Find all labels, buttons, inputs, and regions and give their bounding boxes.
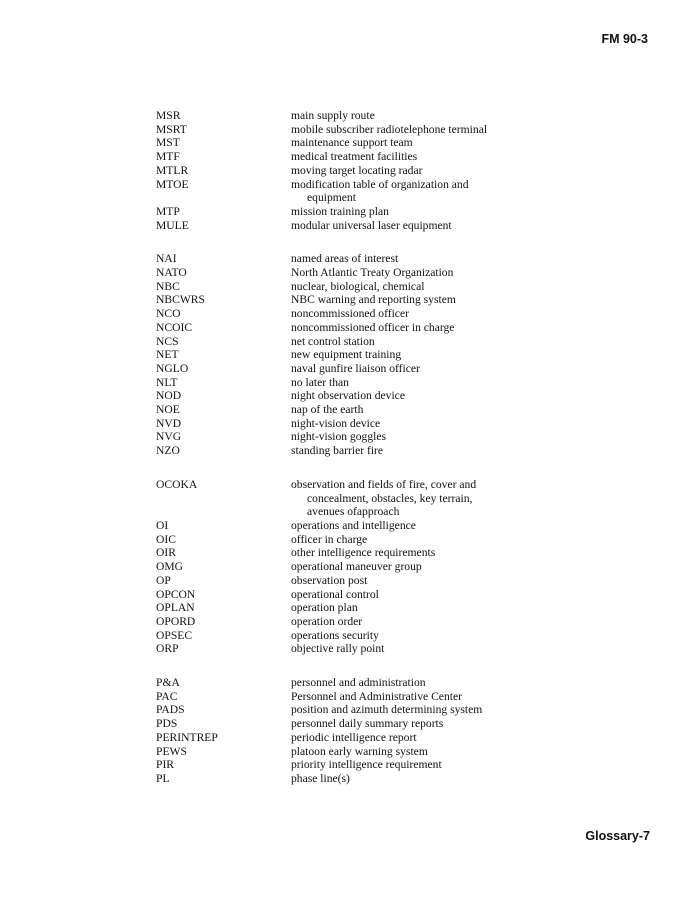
glossary-term: OPLAN xyxy=(156,601,195,615)
definition-line: modification table of organization and xyxy=(291,177,469,191)
definition-line: maintenance support team xyxy=(291,136,413,150)
glossary-term: NBC xyxy=(156,279,180,293)
glossary-entry xyxy=(156,772,536,786)
definition-line: priority intelligence requirement xyxy=(291,758,442,772)
definition-line: NBC warning and reporting system xyxy=(291,293,456,307)
glossary-entry xyxy=(156,321,536,335)
definition-line: standing barrier fire xyxy=(291,444,384,458)
glossary-entry xyxy=(156,588,536,602)
glossary-definition xyxy=(291,389,536,403)
glossary-term: NVD xyxy=(156,416,182,430)
glossary-entry xyxy=(156,219,536,233)
glossary-definition xyxy=(291,335,536,349)
glossary-definition xyxy=(291,703,536,717)
glossary-definition xyxy=(291,178,536,205)
definition-line: new equipment training xyxy=(291,348,402,362)
glossary-term: NGLO xyxy=(156,361,189,375)
definition-line: position and azimuth determining system xyxy=(291,703,483,717)
glossary-term: OMG xyxy=(156,560,184,574)
glossary-term: OIC xyxy=(156,532,176,546)
definition-line: nap of the earth xyxy=(291,403,364,417)
glossary-entry xyxy=(156,266,536,280)
definition-line: observation and fields of fire, cover and xyxy=(291,477,477,491)
definition-line: modular universal laser equipment xyxy=(291,218,452,232)
glossary-entry xyxy=(156,745,536,759)
glossary-definition xyxy=(291,307,536,321)
glossary-term: NATO xyxy=(156,266,187,280)
definition-line: mobile subscriber radiotelephone terminal xyxy=(291,122,488,136)
glossary-entry xyxy=(156,293,536,307)
definition-line: nuclear, biological, chemical xyxy=(291,279,425,293)
definition-line: night-vision device xyxy=(291,416,381,430)
glossary-entry xyxy=(156,574,536,588)
definition-continuation: concealment, obstacles, key terrain, xyxy=(307,491,473,505)
definition-line: operational control xyxy=(291,587,379,601)
definition-line: net control station xyxy=(291,334,375,348)
definition-line: operations security xyxy=(291,628,379,642)
definition-line: no later than xyxy=(291,375,349,389)
glossary-entry xyxy=(156,376,536,390)
glossary-entry xyxy=(156,533,536,547)
glossary-term: OI xyxy=(156,518,169,532)
definition-continuation: equipment xyxy=(307,191,356,205)
glossary-definition xyxy=(291,690,536,704)
definition-line: noncommissioned officer xyxy=(291,307,409,321)
glossary-definition xyxy=(291,546,536,560)
glossary-definition xyxy=(291,403,536,417)
glossary-term: NBCWRS xyxy=(156,293,205,307)
glossary-group xyxy=(156,478,536,656)
definition-line: noncommissioned officer in charge xyxy=(291,320,455,334)
glossary-term: PL xyxy=(156,771,170,785)
definition-line: operational maneuver group xyxy=(291,560,422,574)
definition-line: platoon early warning system xyxy=(291,744,428,758)
glossary-definition xyxy=(291,321,536,335)
glossary-term: NCS xyxy=(156,334,179,348)
definition-line: named areas of interest xyxy=(291,252,399,266)
glossary-entry xyxy=(156,307,536,321)
glossary-definition xyxy=(291,772,536,786)
glossary-term: PDS xyxy=(156,717,178,731)
glossary-entry xyxy=(156,560,536,574)
definition-line: personnel and administration xyxy=(291,676,426,690)
glossary-term: P&A xyxy=(156,676,180,690)
glossary-entry xyxy=(156,546,536,560)
glossary-entry xyxy=(156,417,536,431)
glossary-definition xyxy=(291,417,536,431)
definition-line: operation plan xyxy=(291,601,358,615)
glossary-term: NVG xyxy=(156,430,182,444)
glossary-entry xyxy=(156,629,536,643)
glossary-definition xyxy=(291,601,536,615)
glossary-entry xyxy=(156,205,536,219)
glossary-term: MTP xyxy=(156,204,180,218)
definition-line: night-vision goggles xyxy=(291,430,387,444)
glossary-definition xyxy=(291,164,536,178)
definition-line: operations and intelligence xyxy=(291,518,416,532)
glossary-term: NET xyxy=(156,348,179,362)
glossary-entry xyxy=(156,690,536,704)
glossary-term: MTLR xyxy=(156,163,189,177)
glossary-term: OPCON xyxy=(156,587,196,601)
glossary-group xyxy=(156,109,536,232)
glossary-entry xyxy=(156,519,536,533)
glossary-term: OCOKA xyxy=(156,477,198,491)
glossary-definition xyxy=(291,574,536,588)
glossary-term: OPSEC xyxy=(156,628,193,642)
glossary-definition xyxy=(291,430,536,444)
glossary-entry xyxy=(156,703,536,717)
glossary-term: PERINTREP xyxy=(156,730,218,744)
glossary-term: NCO xyxy=(156,307,181,321)
glossary-entry xyxy=(156,280,536,294)
glossary-entry xyxy=(156,615,536,629)
definition-line: main supply route xyxy=(291,109,375,122)
glossary-term: MST xyxy=(156,136,180,150)
glossary-definition xyxy=(291,293,536,307)
definition-line: mission training plan xyxy=(291,204,389,218)
glossary-term: PIR xyxy=(156,758,175,772)
glossary-definition xyxy=(291,109,536,123)
glossary-term: ORP xyxy=(156,642,179,656)
glossary-definition xyxy=(291,758,536,772)
glossary-term: PEWS xyxy=(156,744,187,758)
glossary-term: OPORD xyxy=(156,614,196,628)
definition-line: observation post xyxy=(291,573,368,587)
glossary-term: MSR xyxy=(156,109,181,122)
glossary-entry xyxy=(156,252,536,266)
glossary-definition xyxy=(291,280,536,294)
glossary-entry xyxy=(156,389,536,403)
glossary-definition xyxy=(291,136,536,150)
definition-line: periodic intelligence report xyxy=(291,730,417,744)
glossary-definition xyxy=(291,745,536,759)
glossary-definition xyxy=(291,219,536,233)
glossary-group xyxy=(156,676,536,786)
glossary-term: NZO xyxy=(156,444,180,458)
glossary-list xyxy=(156,109,536,806)
glossary-entry xyxy=(156,731,536,745)
glossary-term: NOD xyxy=(156,389,182,403)
glossary-definition xyxy=(291,642,536,656)
glossary-term: NCOIC xyxy=(156,320,193,334)
glossary-definition xyxy=(291,376,536,390)
glossary-definition xyxy=(291,123,536,137)
glossary-definition xyxy=(291,717,536,731)
glossary-entry xyxy=(156,178,536,205)
definition-line: phase line(s) xyxy=(291,771,350,785)
definition-line: other intelligence requirements xyxy=(291,546,436,560)
glossary-definition xyxy=(291,615,536,629)
glossary-entry xyxy=(156,164,536,178)
glossary-term: OIR xyxy=(156,546,176,560)
glossary-term: OP xyxy=(156,573,171,587)
definition-line: moving target locating radar xyxy=(291,163,423,177)
definition-line: Personnel and Administrative Center xyxy=(291,689,462,703)
definition-line: personnel daily summary reports xyxy=(291,717,444,731)
glossary-definition xyxy=(291,266,536,280)
glossary-definition xyxy=(291,348,536,362)
glossary-entry xyxy=(156,403,536,417)
glossary-definition xyxy=(291,588,536,602)
glossary-entry xyxy=(156,136,536,150)
glossary-entry xyxy=(156,348,536,362)
glossary-definition xyxy=(291,252,536,266)
definition-continuation: avenues ofapproach xyxy=(307,505,400,519)
glossary-entry xyxy=(156,430,536,444)
glossary-entry xyxy=(156,717,536,731)
glossary-definition xyxy=(291,150,536,164)
definition-line: naval gunfire liaison officer xyxy=(291,361,420,375)
glossary-entry xyxy=(156,642,536,656)
glossary-entry xyxy=(156,601,536,615)
glossary-entry xyxy=(156,335,536,349)
glossary-definition xyxy=(291,205,536,219)
glossary-term: NOE xyxy=(156,403,180,417)
glossary-entry xyxy=(156,444,536,458)
glossary-term: PADS xyxy=(156,703,185,717)
glossary-entry xyxy=(156,758,536,772)
page-number: Glossary-7 xyxy=(585,829,650,843)
definition-line: night observation device xyxy=(291,389,405,403)
glossary-definition xyxy=(291,362,536,376)
glossary-term: MTOE xyxy=(156,177,189,191)
glossary-entry xyxy=(156,109,536,123)
glossary-entry xyxy=(156,676,536,690)
glossary-entry xyxy=(156,150,536,164)
definition-line: officer in charge xyxy=(291,532,368,546)
glossary-definition xyxy=(291,731,536,745)
definition-line: operation order xyxy=(291,614,363,628)
glossary-entry xyxy=(156,478,536,519)
glossary-entry xyxy=(156,123,536,137)
document-code: FM 90-3 xyxy=(601,32,648,46)
glossary-entry xyxy=(156,362,536,376)
glossary-definition xyxy=(291,478,536,519)
glossary-group xyxy=(156,252,536,458)
glossary-definition xyxy=(291,676,536,690)
glossary-definition xyxy=(291,519,536,533)
glossary-term: MSRT xyxy=(156,122,187,136)
glossary-definition xyxy=(291,629,536,643)
glossary-definition xyxy=(291,560,536,574)
glossary-term: MULE xyxy=(156,218,189,232)
glossary-term: NAI xyxy=(156,252,177,266)
definition-line: North Atlantic Treaty Organization xyxy=(291,266,454,280)
glossary-term: NLT xyxy=(156,375,178,389)
glossary-term: MTF xyxy=(156,150,180,164)
glossary-definition xyxy=(291,533,536,547)
glossary-term: PAC xyxy=(156,689,178,703)
glossary-definition xyxy=(291,444,536,458)
definition-line: objective rally point xyxy=(291,642,385,656)
definition-line: medical treatment facilities xyxy=(291,150,418,164)
